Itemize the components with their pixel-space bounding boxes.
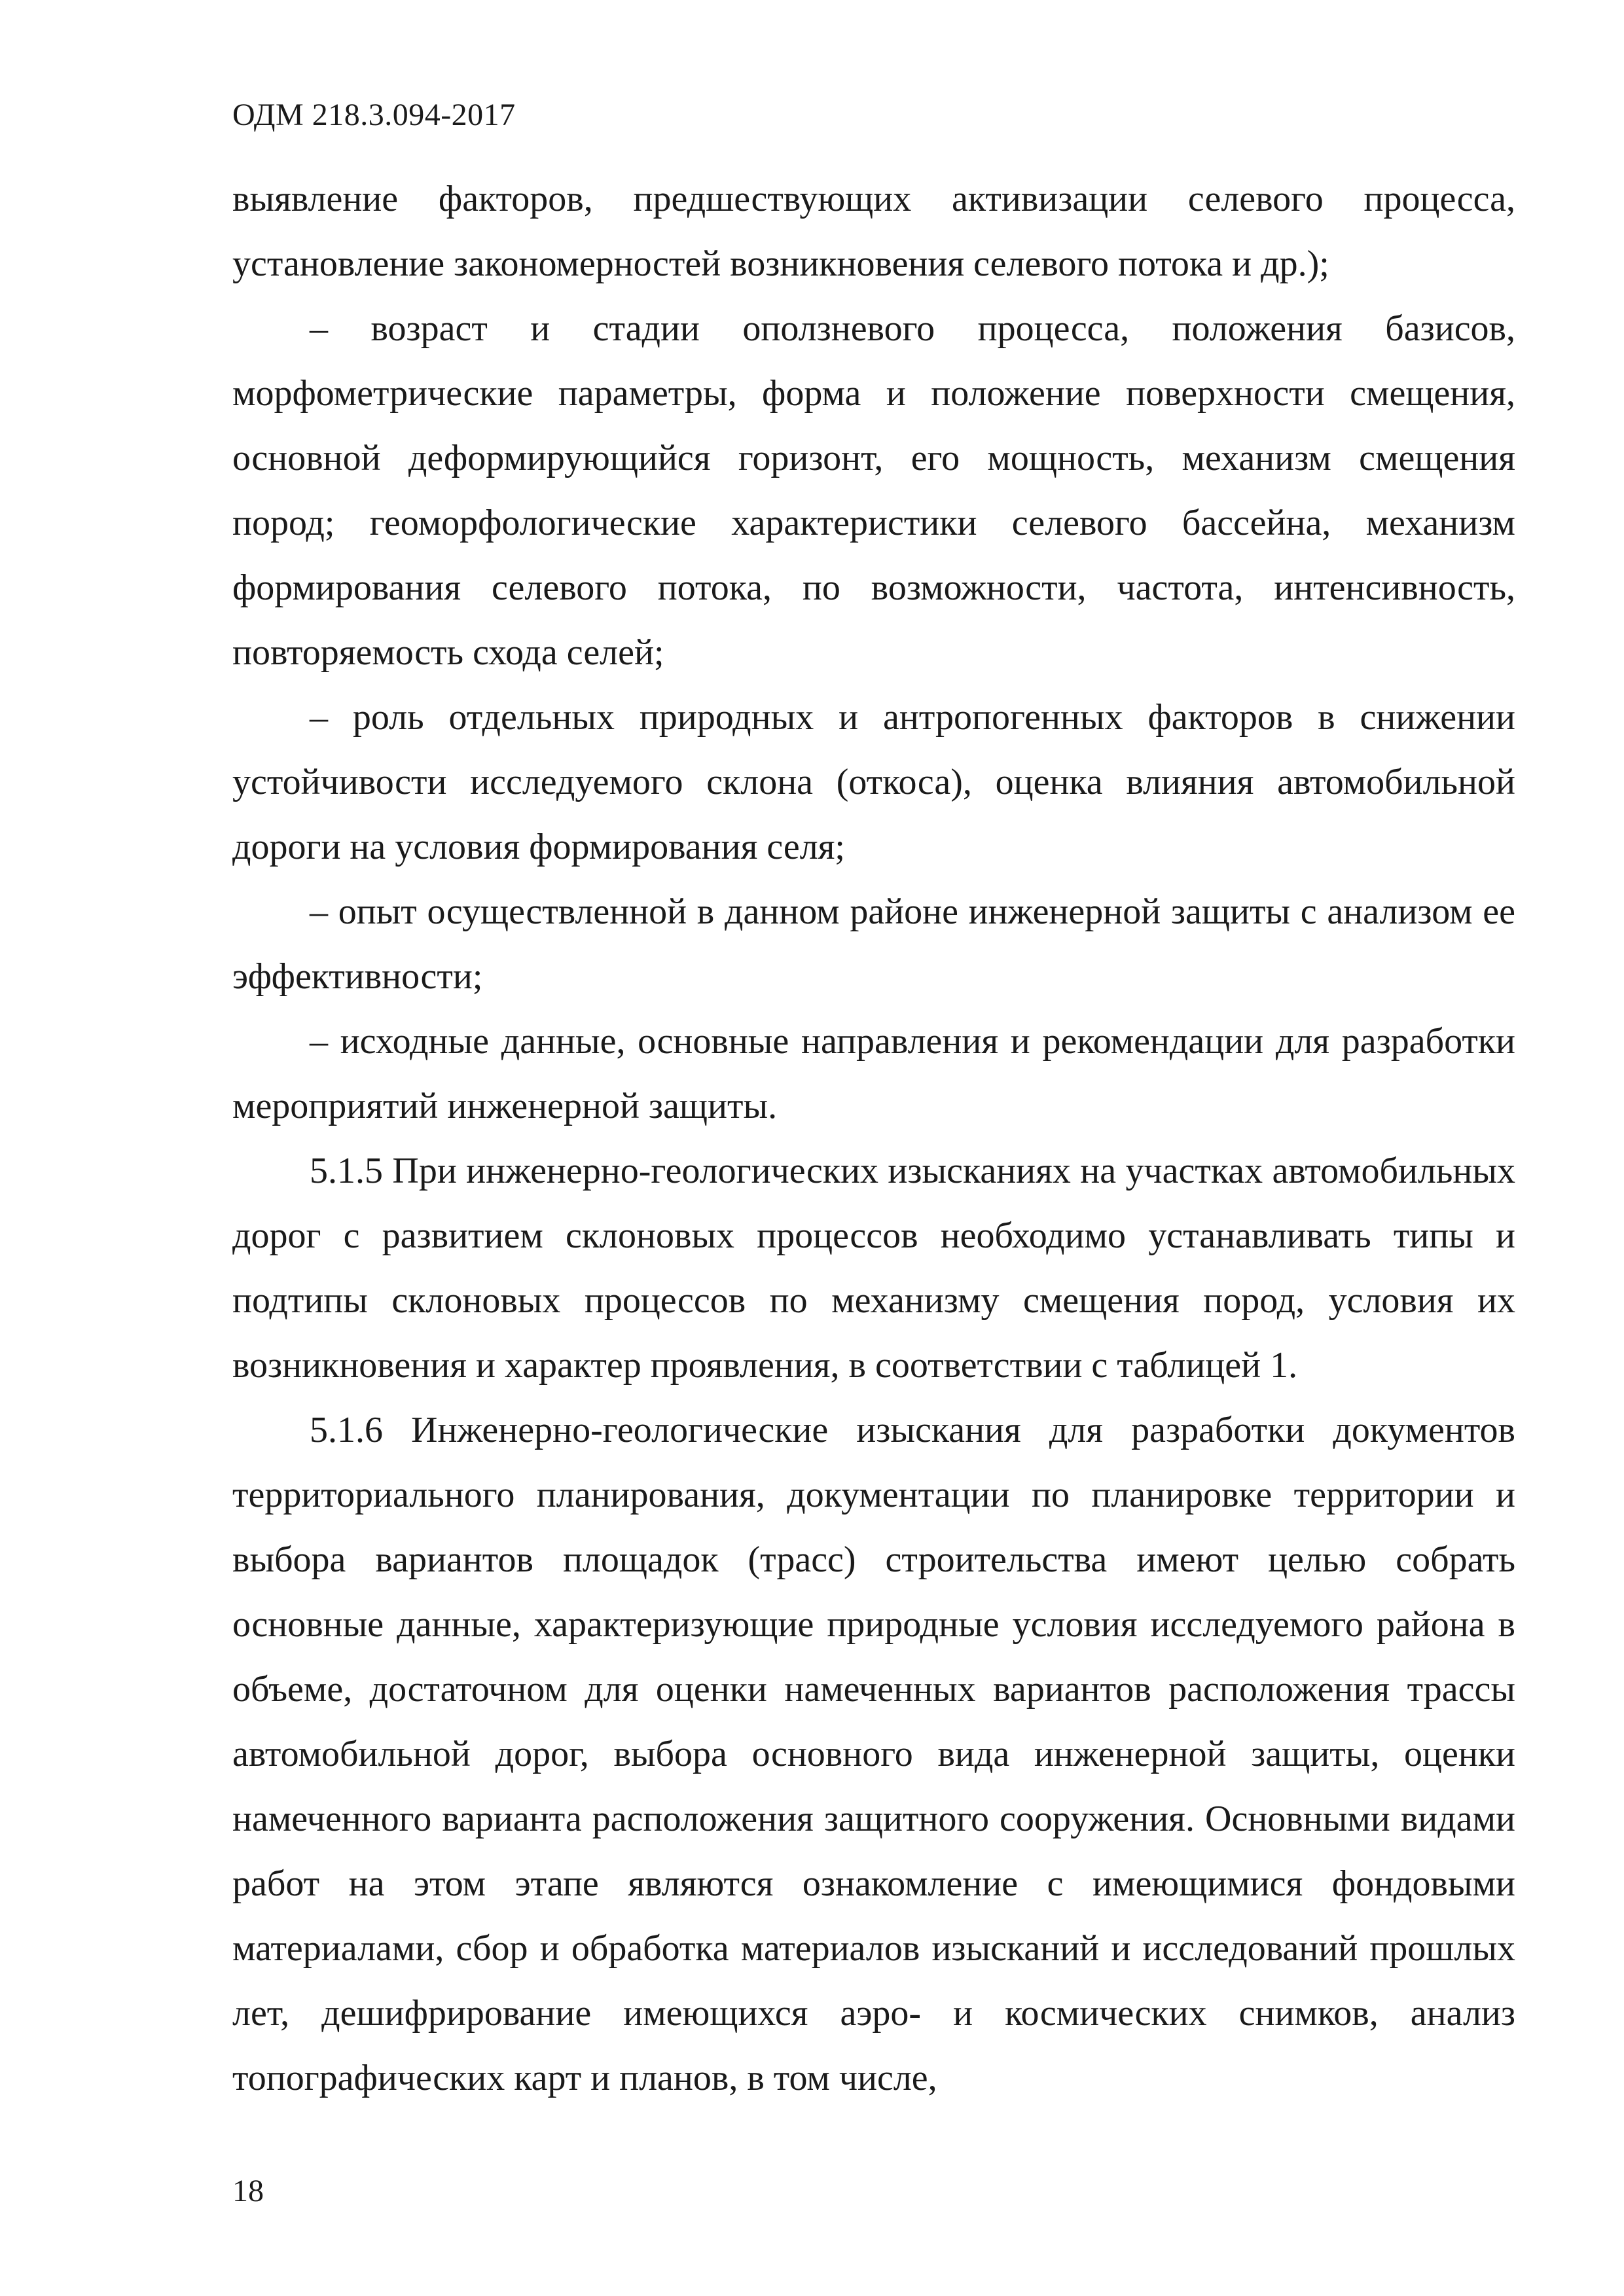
page-number: 18 (232, 2174, 264, 2208)
clause-5-1-5: 5.1.5 При инженерно-геологических изысканиях на участках автомобильных дорог с развитием склоновых процессов необходимо устанавливать типы и подтипы склоновых процессов по механизму смещения пород, условия их возникновения и характер проявления, в соответствии с таблицей 1. (232, 1151, 1515, 1386)
list-item-initial-data: – исходные данные, основные направления и рекомендации для разработки мероприятий инженерной защиты. (232, 1021, 1515, 1126)
paragraph-continuation: выявление факторов, предшествующих активизации селевого процесса, установление закономерностей возникновения селевого потока и др.); (232, 179, 1515, 284)
document-body (232, 167, 1515, 2111)
list-item-role-factors: – роль отдельных природных и антропогенных факторов в снижении устойчивости исследуемого склона (откоса), оценка влияния автомобильной дороги на условия формирования селя; (232, 697, 1515, 867)
list-item-experience: – опыт осуществленной в данном районе инженерной защиты с анализом ее эффективности; (232, 891, 1515, 997)
list-item-age-stages: – возраст и стадии оползневого процесса, положения базисов, морфометрические параметры, форма и положение поверхности смещения, основной деформирующийся горизонт, его мощность, механизм смещения пород; геоморфологические характеристики селевого бассейна, механизм формирования селевого потока, по возможности, частота, интенсивность, повторяемость схода селей; (232, 308, 1515, 673)
document-code-header: ОДМ 218.3.094-2017 (232, 98, 516, 132)
clause-5-1-6: 5.1.6 Инженерно-геологические изыскания для разработки документов территориального планирования, документации по планировке территории и выбора вариантов площадок (трасс) строительства имеют целью собрать основные данные, характеризующие природные условия исследуемого района в объеме, достаточном для оценки намеченных вариантов расположения трассы автомобильной дорог, выбора основного вида инженерной защиты, оценки намеченного варианта расположения защитного сооружения. Основными видами работ на этом этапе являются ознакомление с имеющимися фондовыми материалами, сбор и обработка материалов изысканий и исследований прошлых лет, дешифрирование имеющихся аэро- и космических снимков, анализ топографических карт и планов, в том числе, (232, 1410, 1515, 2098)
